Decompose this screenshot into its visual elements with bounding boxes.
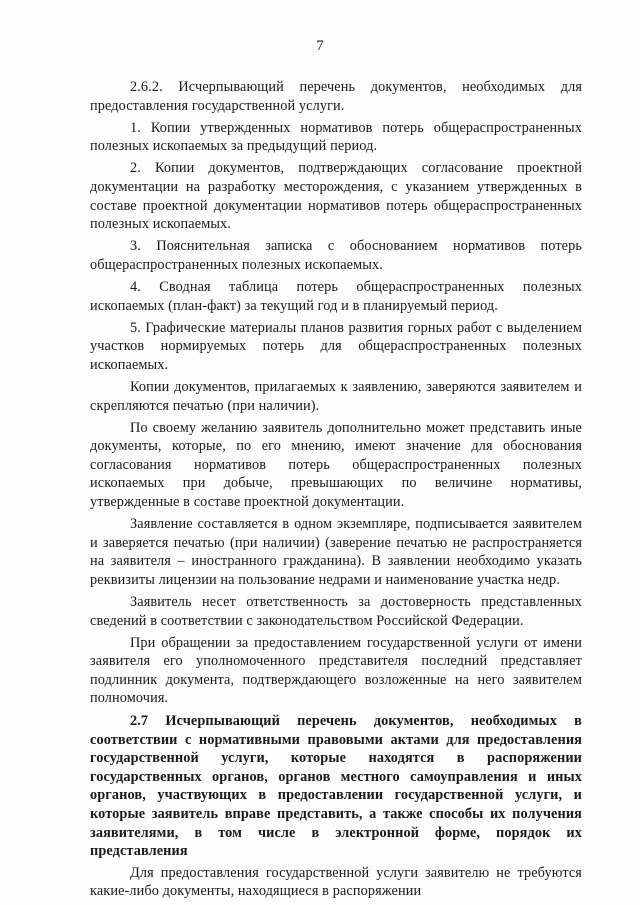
paragraph-application: Заявление составляется в одном экземпляре, подписывается заявителем и заверяется печатью (при наличии) (заверение печатью не распространяется на заявителя – иностранного гражданина). В заявлении необходимо указать реквизиты лицензии на пользование недрами и наименование участка недр. bbox=[90, 516, 582, 588]
document-body bbox=[90, 78, 582, 904]
list-item-5: 5. Графические материалы планов развития горных работ с выделением участков нормируемых потерь для общераспространенных полезных ископаемых. bbox=[90, 319, 582, 373]
paragraph-2-6-2: 2.6.2. Исчерпывающий перечень документов, необходимых для предоставления государственной услуги. bbox=[90, 79, 582, 114]
paragraph-final: Для предоставления государственной услуги заявителю не требуются какие-либо документы, находящиеся в распоряжении bbox=[90, 864, 582, 900]
list-item-4: 4. Сводная таблица потерь общераспространенных полезных ископаемых (план-факт) за текущий год и в планируемый период. bbox=[90, 278, 582, 314]
list-item-2: 2. Копии документов, подтверждающих согласование проектной документации на разработку месторождения, с указанием утвержденных в составе проектной документации нормативов потерь общераспространенных полезных ископаемых. bbox=[90, 160, 582, 233]
paragraph-responsibility: Заявитель несет ответственность за достоверность представленных сведений в соответствии с законодательством Российской Федерации. bbox=[90, 593, 582, 629]
list-item-3: 3. Пояснительная записка с обоснованием нормативов потерь общераспространенных полезных ископаемых. bbox=[90, 238, 582, 273]
paragraph-representative: При обращении за предоставлением государственной услуги от имени заявителя его уполномоченного представителя последний представляет подлинник документа, подтверждающего возложенные на него заявителем полномочия. bbox=[90, 634, 582, 707]
paragraph-copies: Копии документов, прилагаемых к заявлению, заверяются заявителем и скрепляются печатью (при наличии). bbox=[90, 378, 582, 414]
page-number: 7 bbox=[316, 38, 324, 54]
paragraph-additional-docs: По своему желанию заявитель дополнительно может представить иные документы, которые, по его мнению, имеют значение для обоснования согласования нормативов потерь общераспространенных полезных ископаемых при добыче, превышающих по величине нормативы, утвержденные в составе проектной документации. bbox=[90, 419, 582, 510]
list-item-1: 1. Копии утвержденных нормативов потерь общераспространенных полезных ископаемых за предыдущий период. bbox=[90, 119, 582, 155]
section-heading-2-7: 2.7 Исчерпывающий перечень документов, необходимых в соответствии с нормативными правовыми актами для предоставления государственной услуги, которые находятся в распоряжении государственных органов, органов местного самоуправления и иных органов, участвующих в предоставлении государственной услуги, и которые заявитель вправе представить, а также способы их получения заявителями, в том числе в электронной форме, порядок их представления bbox=[90, 713, 582, 860]
